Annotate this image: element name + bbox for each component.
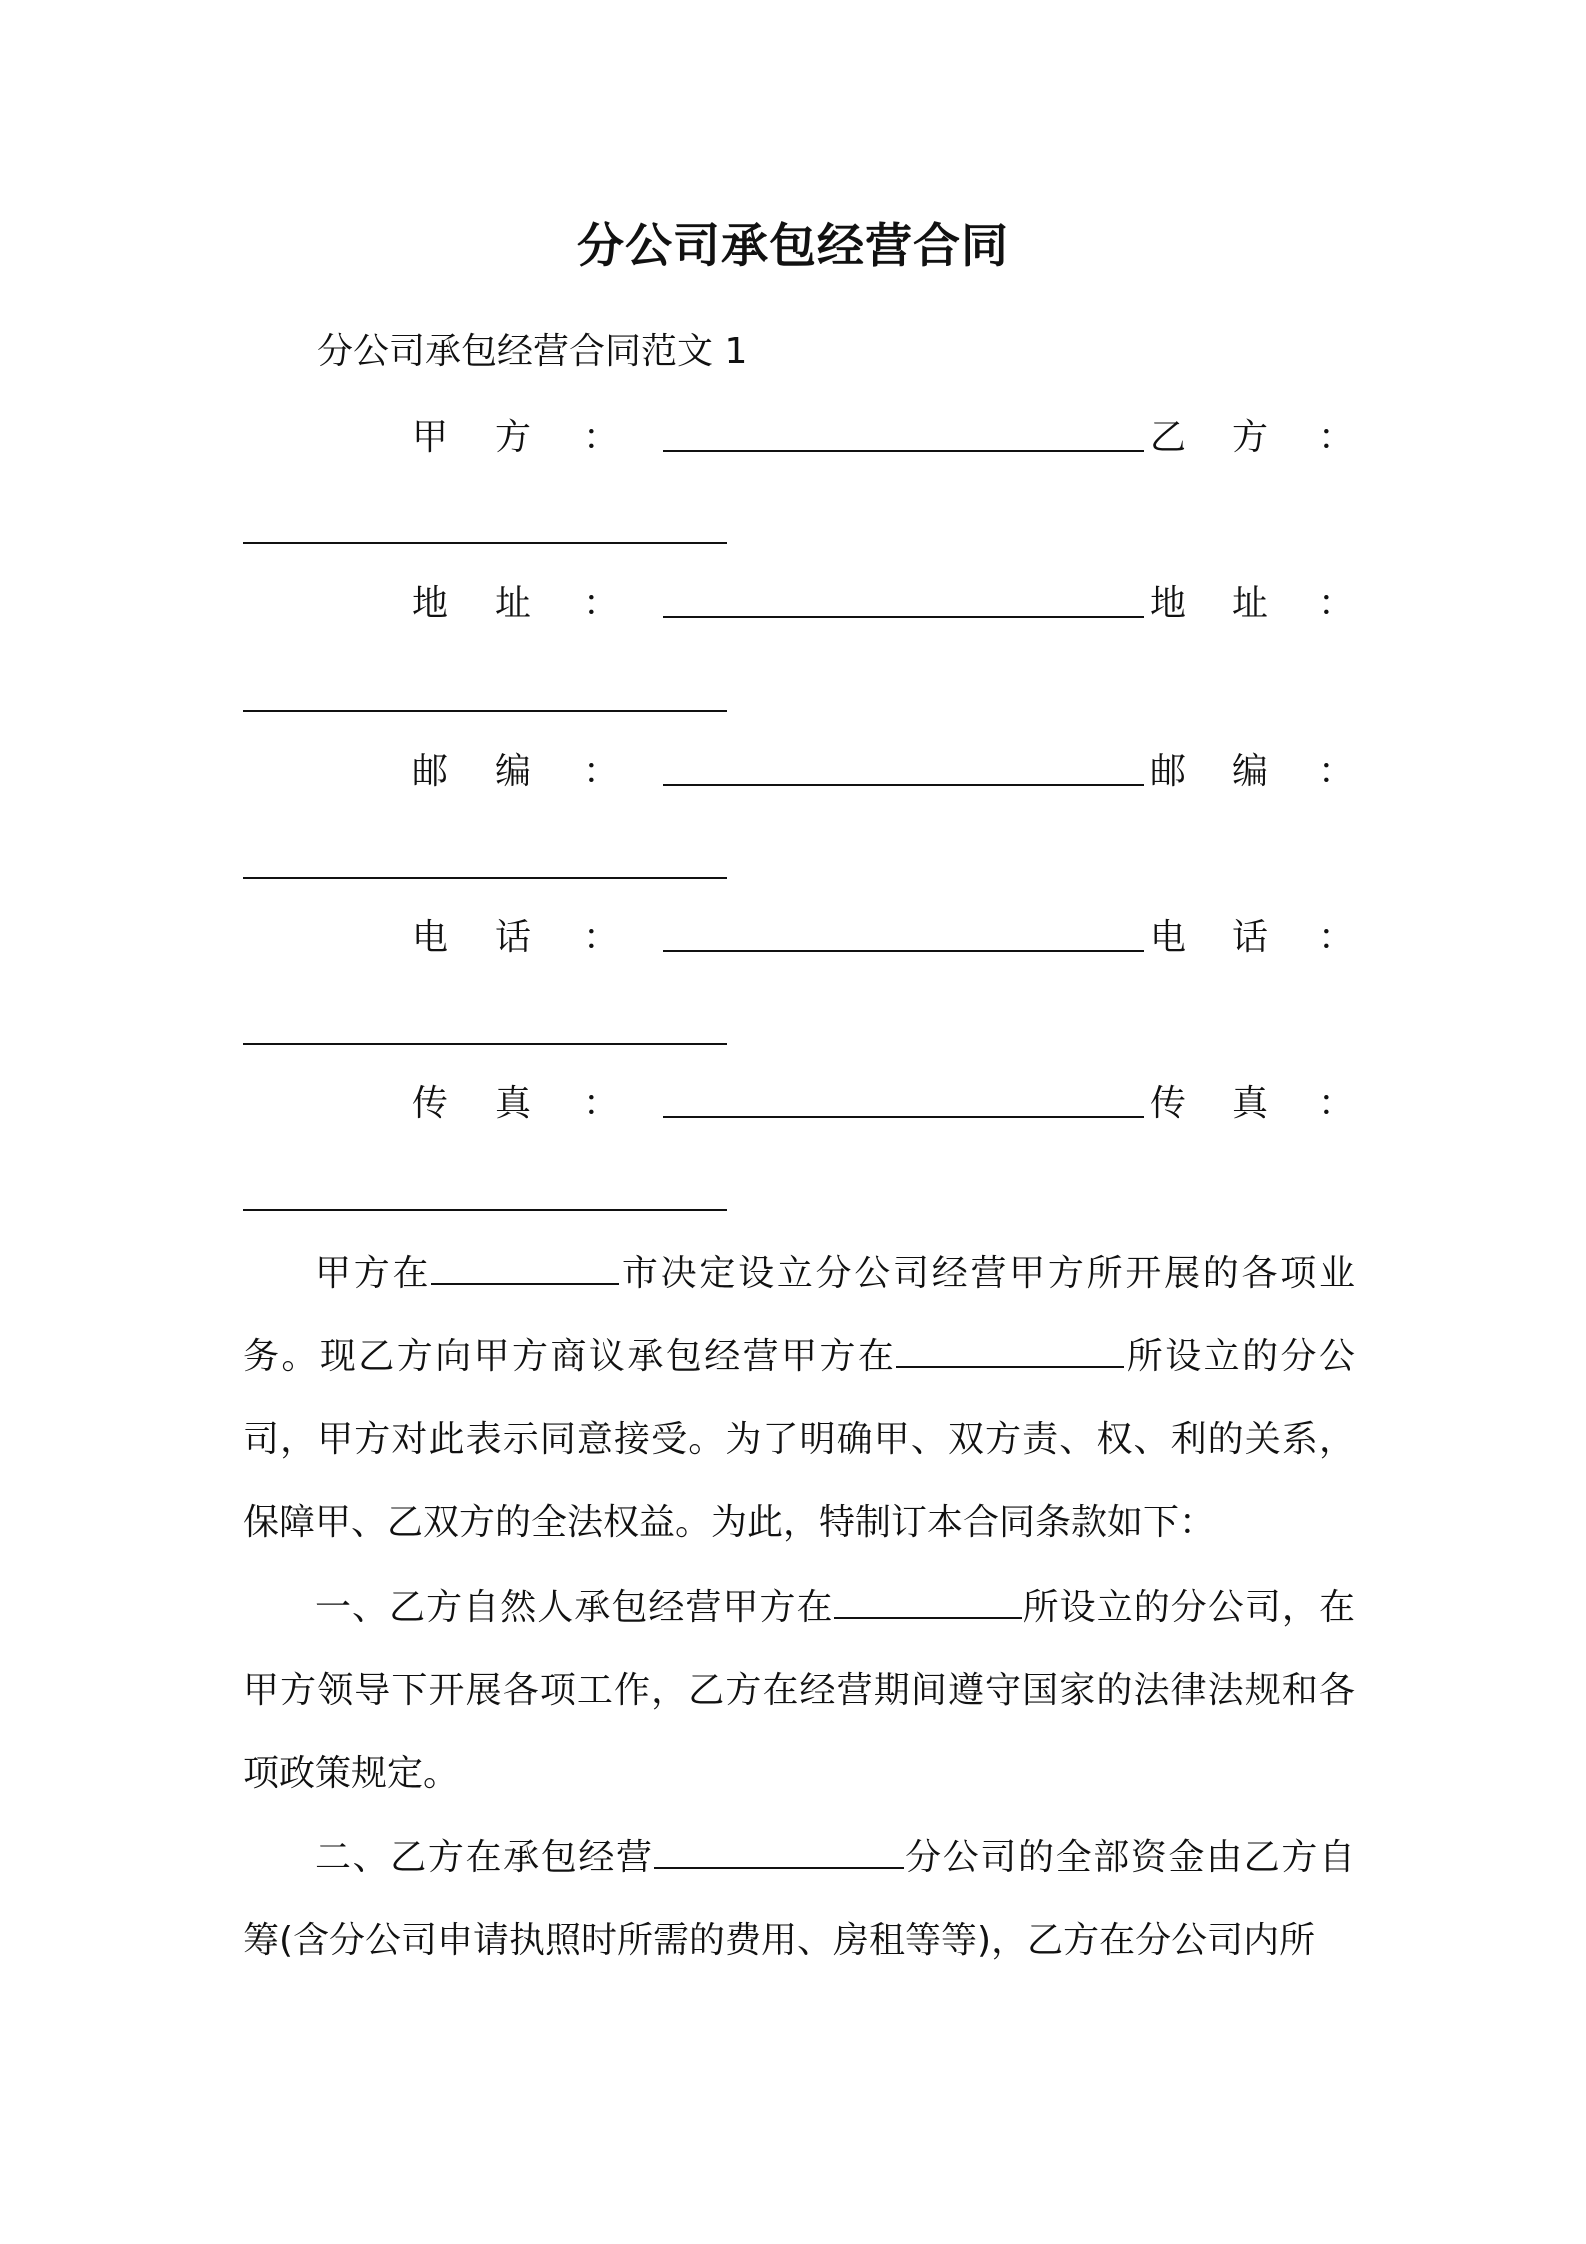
field-row-fax xyxy=(0,1074,1586,1134)
fill-in-blank xyxy=(663,408,1144,452)
fill-in-blank xyxy=(431,1253,619,1285)
field-row-postcode xyxy=(0,742,1586,802)
fill-in-blank xyxy=(243,877,727,879)
fill-in-blank xyxy=(243,1043,727,1045)
fill-in-blank xyxy=(896,1336,1124,1368)
field-label-char: 电 xyxy=(412,917,449,958)
fill-in-blank xyxy=(243,542,727,544)
paragraph-text: 二、乙方在承包经营 xyxy=(315,1837,654,1878)
field-colon: ： xyxy=(1318,1083,1355,1124)
field-label-char: 话 xyxy=(495,917,532,958)
field-colon: ： xyxy=(583,417,620,458)
clause-2 xyxy=(243,1816,1355,1982)
field-label-char: 甲 xyxy=(412,417,449,458)
field-label-char: 话 xyxy=(1232,917,1269,958)
field-colon: ： xyxy=(1318,417,1355,458)
field-label-char: 方 xyxy=(1232,417,1269,458)
field-label-char: 址 xyxy=(1232,583,1269,624)
field-label-char: 邮 xyxy=(1150,751,1187,792)
field-colon: ： xyxy=(1318,583,1355,624)
fill-in-blank xyxy=(243,1209,727,1211)
field-label-char: 真 xyxy=(1232,1083,1269,1124)
paragraph-text: 市决定设立分公司经营甲方所开展的各项业务。现乙方向甲方商议承包经营甲方在 xyxy=(243,1253,1355,1377)
field-colon: ： xyxy=(1318,751,1355,792)
field-label-char: 传 xyxy=(1150,1083,1187,1124)
field-label-char: 乙 xyxy=(1150,417,1187,458)
field-colon: ： xyxy=(583,917,620,958)
field-label-char: 真 xyxy=(495,1083,532,1124)
field-label-char: 方 xyxy=(495,417,532,458)
paragraph-text: 所设立的分公司，在甲方领导下开展各项工作，乙方在经营期间遵守国家的法律法规和各项政策规定。 xyxy=(243,1587,1355,1794)
field-row-phone xyxy=(0,908,1586,968)
field-label-char: 传 xyxy=(412,1083,449,1124)
field-colon: ： xyxy=(583,1083,620,1124)
fill-in-blank xyxy=(663,742,1144,786)
field-label-char: 编 xyxy=(495,751,532,792)
field-label-char: 编 xyxy=(1232,751,1269,792)
field-row-party xyxy=(0,408,1586,468)
fill-in-blank xyxy=(663,908,1144,952)
field-colon: ： xyxy=(583,751,620,792)
field-label-char: 址 xyxy=(495,583,532,624)
intro-paragraph xyxy=(243,1232,1355,1564)
document-title: 分公司承包经营合同 xyxy=(577,219,1009,274)
field-label-char: 地 xyxy=(412,583,449,624)
field-row-address xyxy=(0,574,1586,634)
paragraph-text: 甲方在 xyxy=(315,1253,432,1294)
fill-in-blank xyxy=(243,710,727,712)
field-colon: ： xyxy=(583,583,620,624)
field-label-char: 邮 xyxy=(412,751,449,792)
paragraph-text: 一、乙方自然人承包经营甲方在 xyxy=(315,1587,834,1628)
document-subtitle: 分公司承包经营合同范文 1 xyxy=(317,331,748,372)
fill-in-blank xyxy=(834,1587,1022,1619)
paragraph-text: 分公司的全部资金由乙方自筹(含分公司申请执照时所需的费用、房租等等)，乙方在分公司内所 xyxy=(243,1837,1355,1961)
field-label-char: 地 xyxy=(1150,583,1187,624)
clause-1 xyxy=(243,1566,1355,1815)
fill-in-blank xyxy=(663,574,1144,618)
fill-in-blank xyxy=(663,1074,1144,1118)
field-colon: ： xyxy=(1318,917,1355,958)
field-label-char: 电 xyxy=(1150,917,1187,958)
paragraph-text: 所设立的分公司，甲方对此表示同意接受。为了明确甲、双方责、权、利的关系，保障甲、乙双方的全法权益。为此，特制订本合同条款如下： xyxy=(243,1336,1355,1543)
fill-in-blank xyxy=(654,1837,904,1869)
